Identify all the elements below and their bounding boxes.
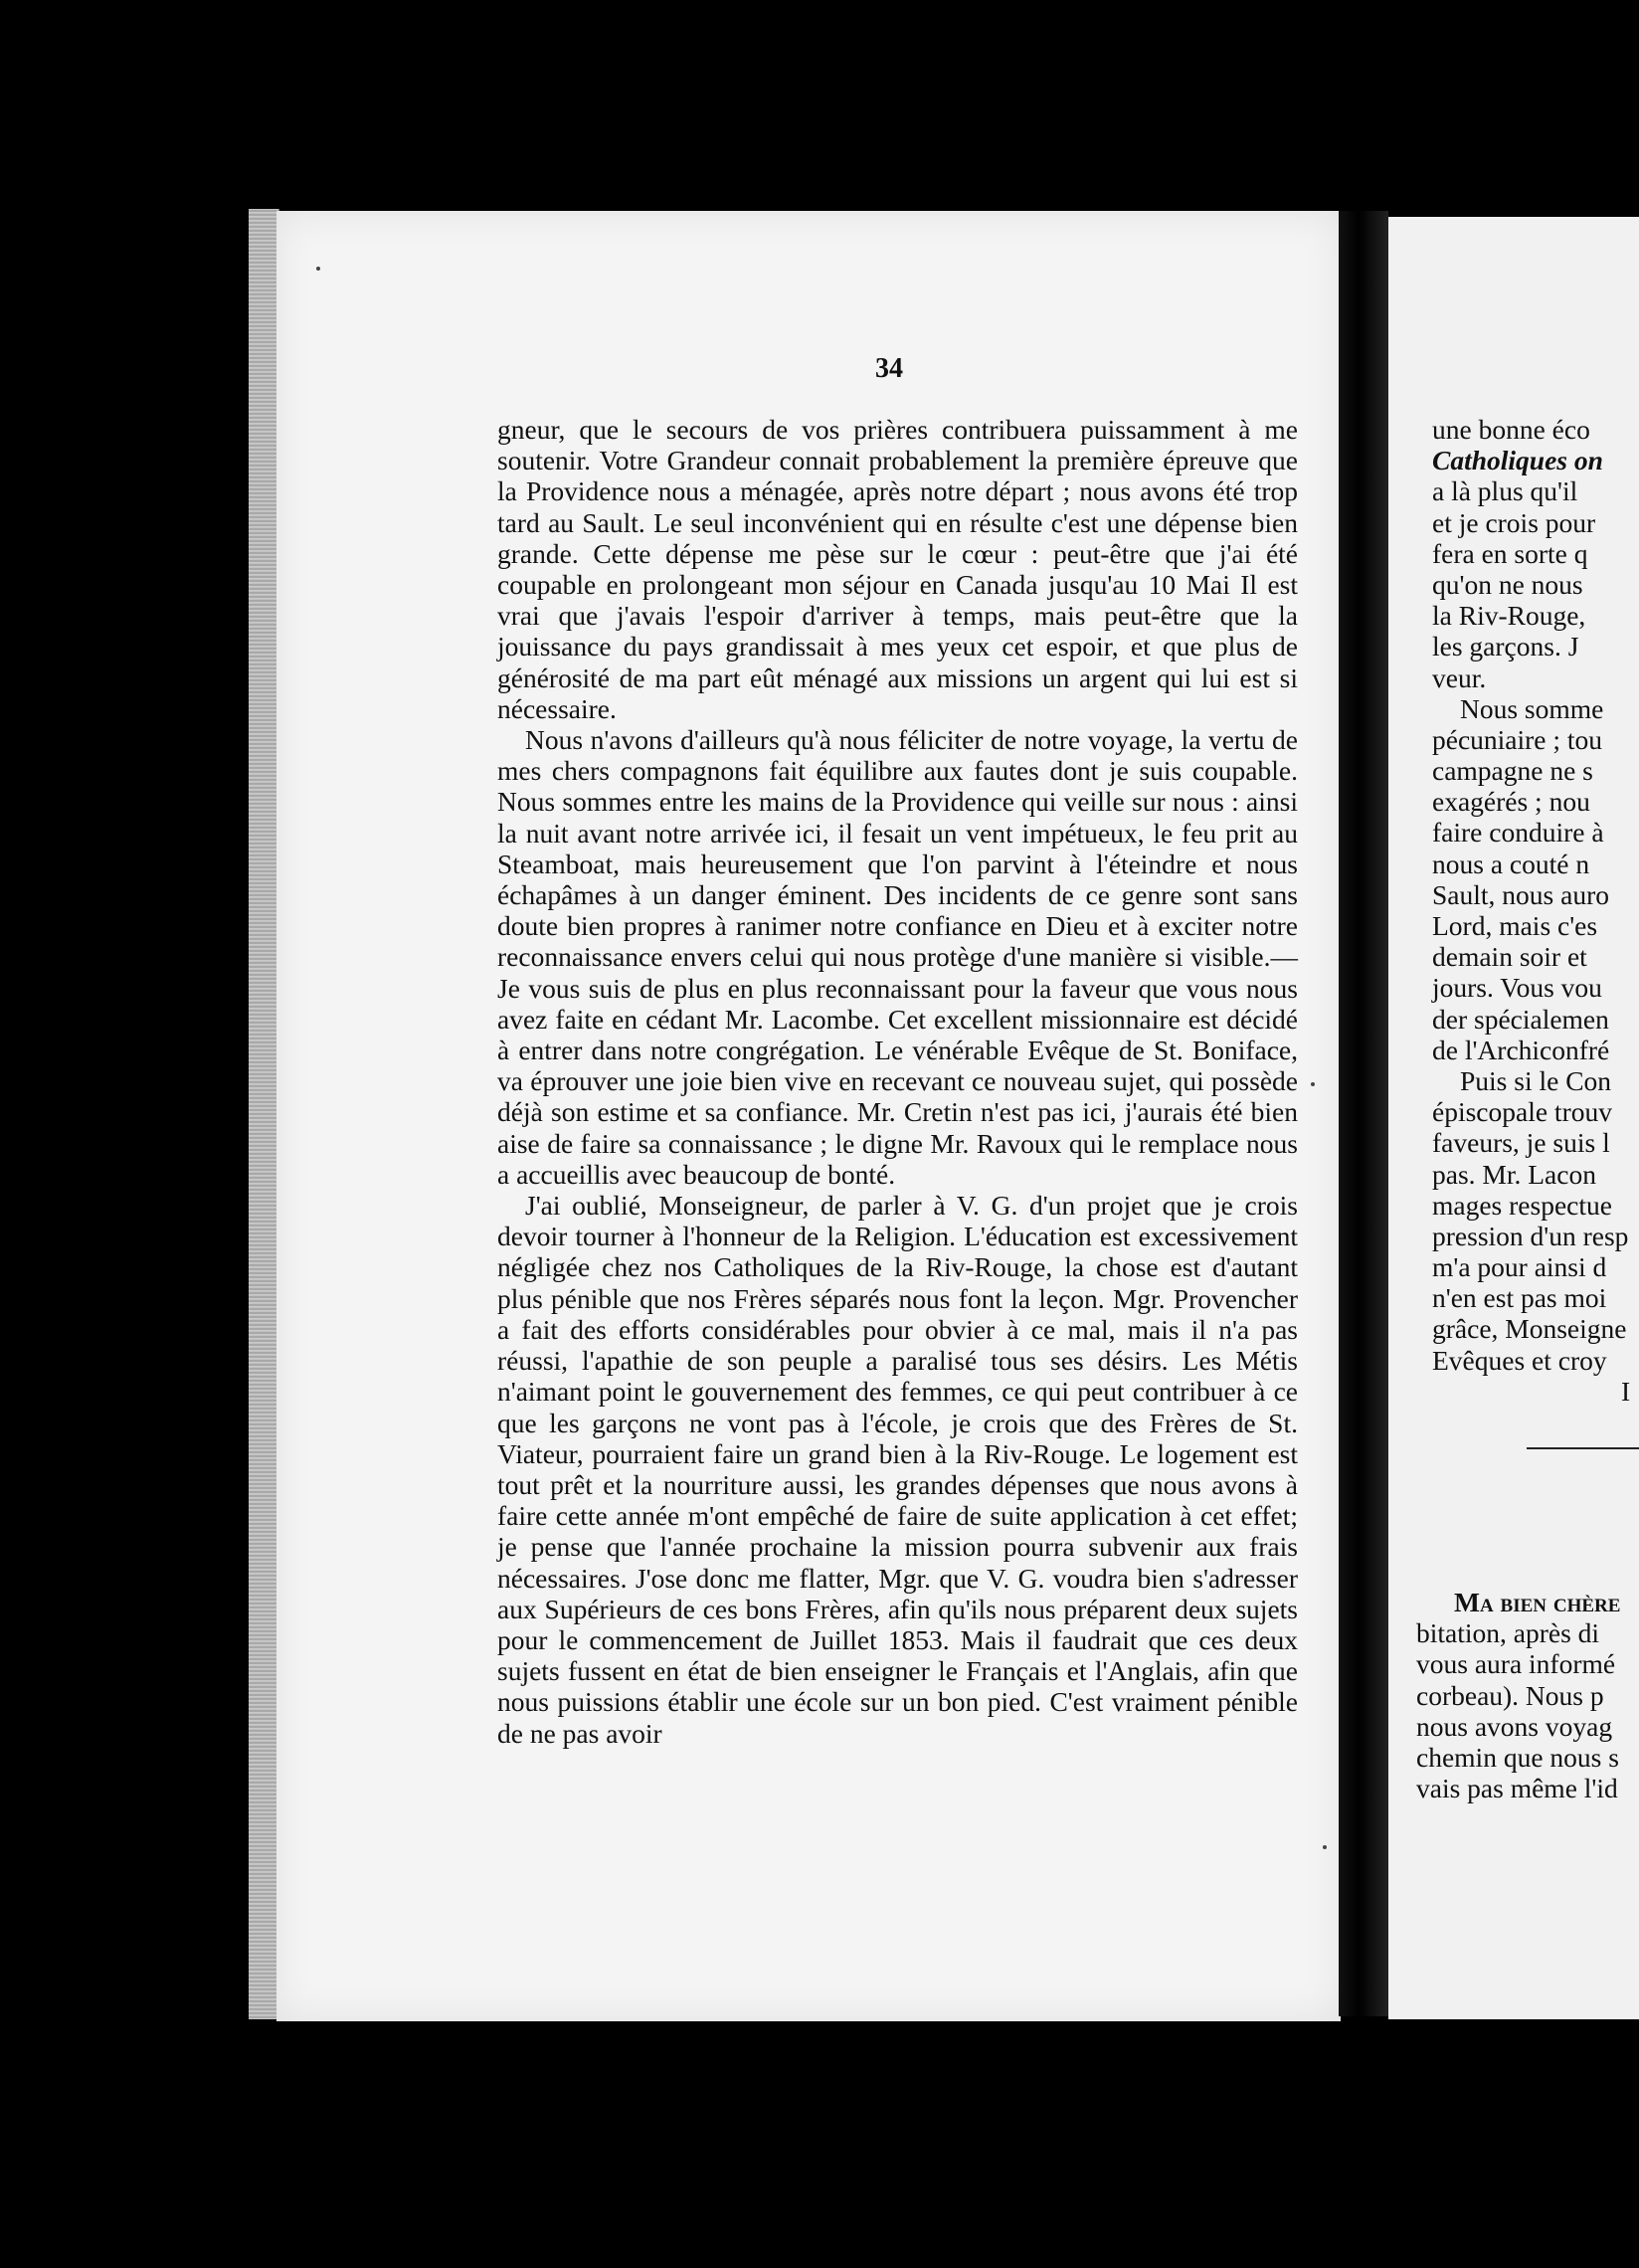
text-line: Evêques et croy [1432, 1344, 1607, 1376]
speck [316, 267, 320, 271]
text-line: I [1621, 1375, 1631, 1407]
text-line: les garçons. J [1432, 631, 1579, 662]
text-line: Lord, mais c'es [1432, 910, 1598, 941]
text-line: m'a pour ainsi d [1432, 1251, 1607, 1283]
text-line: demain soir et [1432, 941, 1587, 973]
text-line: campagne ne s [1432, 755, 1593, 787]
text-line: de l'Archiconfré [1432, 1034, 1610, 1065]
text-line: qu'on ne nous [1432, 568, 1583, 600]
text-line: Puis si le Con [1460, 1064, 1612, 1096]
left-page-body [497, 414, 1298, 1749]
speck [1311, 1082, 1315, 1086]
text-line: Nous somme [1460, 692, 1604, 724]
letter-salutation: Ma bien chère [1454, 1587, 1621, 1617]
text-line: jours. Vous vou [1432, 972, 1602, 1004]
section-rule [1527, 1447, 1639, 1449]
paragraph: gneur, que le secours de vos prières contribuera puissamment à me soutenir. Votre Grandeur connait probablement la première épreuve que la Providence nous a ménagée, après notre départ ; nous avons été trop tard au Sault. Le seul inconvénient qui en résulte c'est une dépense bien grande. Cette dépense me pèse sur le cœur : peut-être que j'ai été coupable en prolongeant mon séjour en Canada jusqu'au 10 Mai Il est vrai que j'avais l'espoir d'arriver à temps, mais peut-être que la jouissance du pays grandissait à mes yeux cet espoir, et que plus de générosité de ma part eût ménagé aux missions un argent qui lui est si nécessaire. [497, 414, 1298, 724]
text-line: pression d'un resp [1432, 1220, 1629, 1251]
text-line: pécuniaire ; tou [1432, 723, 1603, 755]
book-gutter [1339, 211, 1388, 2016]
text-line: la Riv-Rouge, [1432, 600, 1586, 632]
text-line: veur. [1432, 662, 1487, 693]
text-line: exagérés ; nou [1432, 786, 1590, 818]
text-line: fera en sorte q [1432, 537, 1588, 569]
text-line: n'en est pas moi [1432, 1282, 1607, 1314]
text-line: une bonne éco [1432, 414, 1590, 445]
text-line: faveurs, je suis l [1432, 1127, 1610, 1159]
text-line: vous aura informé [1416, 1648, 1616, 1680]
text-line: pas. Mr. Lacon [1432, 1158, 1596, 1190]
text-line: nous avons voyag [1416, 1710, 1613, 1742]
paragraph: Nous n'avons d'ailleurs qu'à nous féliciter de notre voyage, la vertu de mes chers compagnons fait équilibre aux fautes dont je suis coupable. Nous sommes entre les mains de la Providence qui veille sur nous : ainsi la nuit avant notre arrivée ici, il fesait un vent impétueux, le feu prit au Steamboat, mais heureusement que l'on parvint à l'éteindre et nous échapâmes à un danger éminent. Des incidents de ce genre sont sans doute bien propres à ranimer notre confiance en Dieu et à exciter notre reconnaissance envers celui qui nous protège d'une manière si visible.—Je vous suis de plus en plus reconnaissant pour la faveur que vous nous avez faite en cédant Mr. Lacombe. Cet excellent missionnaire est décidé à entrer dans notre congrégation. Le vénérable Evêque de St. Boniface, va éprouver une joie bien vive en recevant ce nouveau sujet, qui possède déjà son estime et sa confiance. Mr. Cretin n'est pas ici, j'aurais été bien aise de faire sa connaissance ; le digne Mr. Ravoux qui le remplace nous a accueillis avec beaucoup de bonté. [497, 724, 1298, 1190]
text-line: Catholiques on [1432, 445, 1603, 476]
speck [1323, 1845, 1327, 1849]
text-line: corbeau). Nous p [1416, 1679, 1604, 1711]
paragraph: J'ai oublié, Monseigneur, de parler à V. G. d'un projet que je crois devoir tourner à l'honneur de la Religion. L'éducation est excessivement négligée chez nos Catholiques de la Riv-Rouge, la chose est d'autant plus pénible que nos Frères séparés nous font la leçon. Mgr. Provencher a fait des efforts considérables pour obvier à ce mal, mais il n'a pas réussi, l'apathie de son peuple a paralisé tous ses désirs. Les Métis n'aimant point le gouvernement des femmes, ce qui peut contribuer à ce que les garçons ne vont pas à l'école, je crois que des Frères de St. Viateur, pourraient faire un grand bien à la Riv-Rouge. Le logement est tout prêt et la nourriture aussi, les grandes dépenses que nous avons à faire cette année m'ont empêché de faire de suite application à cet effet; je pense que l'année prochaine la mission pourra subvenir aux frais nécessaires. J'ose donc me flatter, Mgr. que V. G. voudra bien s'adresser aux Supérieurs de ces bons Frères, afin qu'ils nous préparent deux sujets pour le commencement de Juillet 1853. Mais il faudrait que ces deux sujets fussent en état de bien enseigner le Français et l'Anglais, afin que nous puissions établir une école sur un bon pied. C'est vraiment pénible de ne pas avoir [497, 1190, 1298, 1749]
text-line: grâce, Monseigne [1432, 1313, 1627, 1345]
text-line: bitation, après di [1416, 1617, 1600, 1649]
text-line: a là plus qu'il [1432, 475, 1578, 507]
text-line: vais pas même l'id [1416, 1773, 1618, 1804]
next-letter-start [1416, 1587, 1639, 1803]
text-line: nous a couté n [1432, 848, 1590, 879]
text-line: Sault, nous auro [1432, 878, 1609, 910]
book-page-edges [249, 209, 279, 2019]
text-line: épiscopale trouv [1432, 1096, 1612, 1128]
text-line: et je crois pour [1432, 506, 1596, 538]
text-line: der spécialemen [1432, 1003, 1609, 1035]
page-number: 34 [875, 353, 903, 384]
text-line: mages respectue [1432, 1189, 1612, 1221]
text-line: chemin que nous s [1416, 1741, 1619, 1773]
text-line: faire conduire à [1432, 817, 1604, 849]
right-page-text [1432, 414, 1639, 1407]
